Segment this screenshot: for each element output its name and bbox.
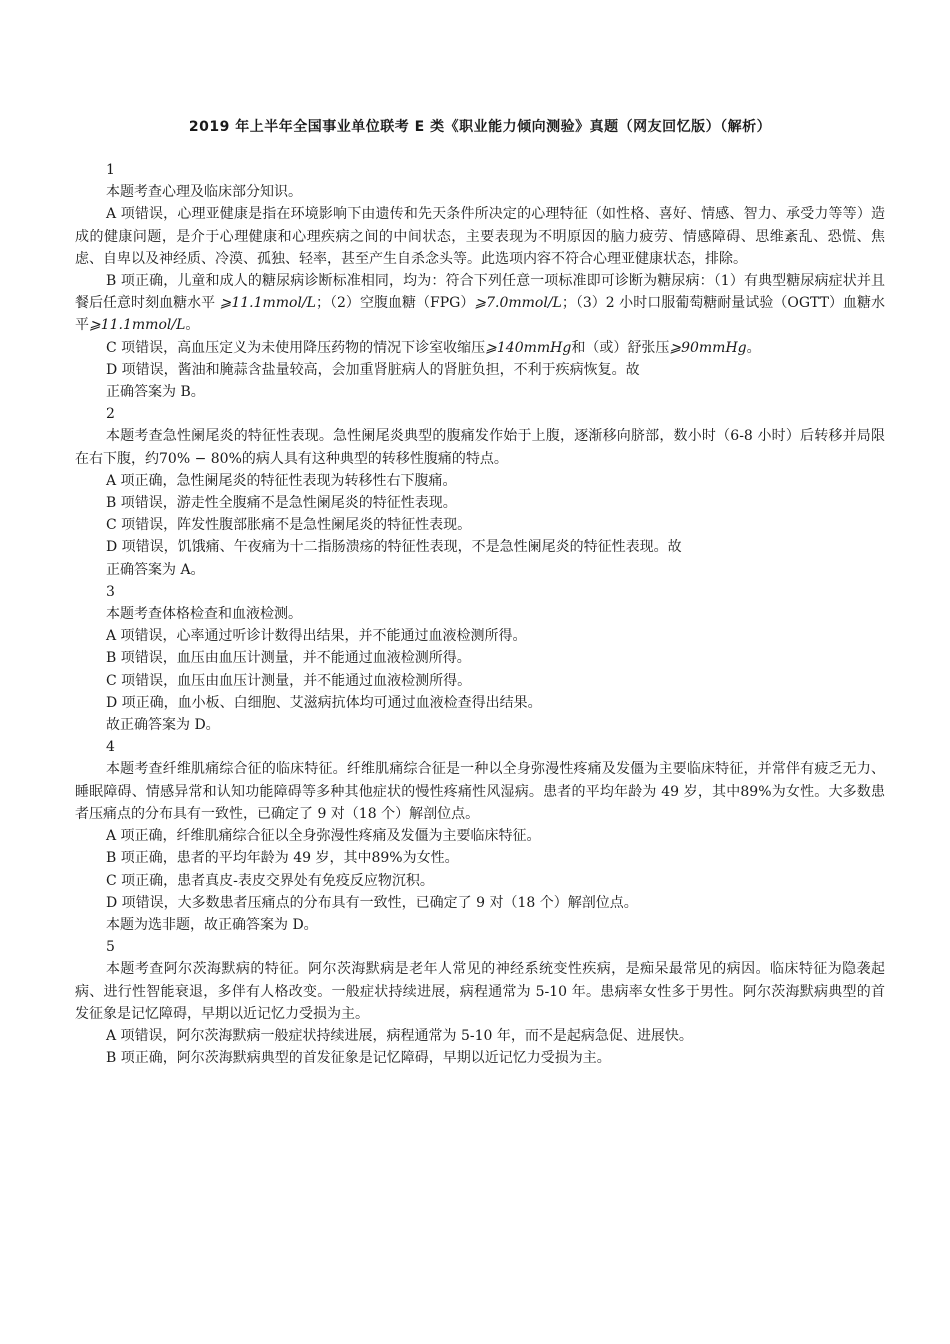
q1-b-formula-2: ⩾7.0mmol/L: [474, 295, 562, 312]
q2-option-d: D 项错误，饥饿痛、午夜痛为十二指肠溃疡的特征性表现，不是急性阑尾炎的特征性表现。故: [106, 539, 682, 556]
q2-option-c: C 项错误，阵发性腹部胀痛不是急性阑尾炎的特征性表现。: [106, 517, 472, 534]
q4-b-text-1: B 项正确，患者的平均年龄为 49 岁，其中: [106, 850, 372, 867]
q4-intro-text-2: 为女性。大多数患者压痛点的分布具有一致性，已确定了 9 对（18 个）解剖位点。: [75, 783, 885, 822]
q1-c-text-3: 。: [746, 339, 761, 356]
q1-c-text-2: 和（或）舒张压: [571, 339, 670, 356]
q4-b-formula: 89%: [371, 850, 403, 867]
document-title: 2019 年上半年全国事业单位联考 E 类《职业能力倾向测验》真题（网友回忆版）（解析）: [188, 119, 772, 135]
q1-option-d: D 项错误，酱油和腌蒜含盐量较高，会加重肾脏病人的肾脏负担，不利于疾病恢复。故: [106, 361, 640, 378]
q2-option-a: A 项正确，急性阑尾炎的特征性表现为转移性右下腹痛。: [106, 472, 457, 489]
q1-b-formula-1: ⩾11.1mmol/L: [215, 295, 316, 312]
q4-answer: 本题为选非题，故正确答案为 D。: [106, 916, 318, 933]
q1-answer: 正确答案为 B。: [106, 384, 205, 401]
q3-intro: 本题考查体格检查和血液检测。: [106, 606, 302, 623]
q3-option-d: D 项正确，血小板、白细胞、艾滋病抗体均可通过血液检查得出结果。: [106, 694, 542, 711]
q5-option-b: B 项正确，阿尔茨海默病典型的首发征象是记忆障碍，早期以近记忆力受损为主。: [106, 1050, 611, 1067]
q1-b-text-4: 。: [185, 317, 200, 334]
q4-option-c: C 项正确，患者真皮-表皮交界处有免疫反应物沉积。: [106, 872, 434, 889]
q1-c-text-1: C 项错误，高血压定义为未使用降压药物的情况下诊室收缩压: [106, 339, 486, 356]
q2-intro-text-1: 本题考查急性阑尾炎的特征性表现。急性阑尾炎典型的腹痛发作始于上腹，逐渐移向脐部，数小时（6-8 小时）后转移并局限在右下腹，约: [75, 428, 885, 467]
q2-answer: 正确答案为 A。: [106, 561, 205, 578]
q1-option-b: [75, 270, 885, 337]
q3-option-c: C 项错误，血压由血压计测量，并不能通过血液检测所得。: [106, 672, 472, 689]
q1-option-a: A 项错误，心理亚健康是指在环境影响下由遗传和先天条件所决定的心理特征（如性格、喜好、情感、智力、承受力等等）造成的健康问题，是介于心理健康和心理疾病之间的中间状态，主要表现为不明原因的脑力疲劳、情感障碍、思维紊乱、恐慌、焦虑、自卑以及神经质、冷漠、孤独、轻率，甚至产生自杀念头等。此选项内容不符合心理亚健康状态，排除。: [75, 206, 885, 267]
q5-option-a: A 项错误，阿尔茨海默病一般症状持续进展，病程通常为 5-10 年，而不是起病急促、进展快。: [106, 1027, 693, 1044]
q4-option-b: [75, 847, 885, 869]
q3-answer: 故正确答案为 D。: [106, 717, 220, 734]
q2-intro-formula: 70% − 80%: [159, 450, 242, 467]
q1-b-text-2: ；（2）空腹血糖（FPG）: [315, 295, 475, 312]
q5-intro: 本题考查阿尔茨海默病的特征。阿尔茨海默病是老年人常见的神经系统变性疾病，是痴呆最常见的病因。临床特征为隐袭起病、进行性智能衰退，多伴有人格改变。一般症状持续进展，病程通常为 5-10 年。患病率女性多于男性。阿尔茨海默病典型的首发征象是记忆障碍，早期以近记忆力受损为主。: [75, 961, 885, 1022]
q1-option-c: [75, 337, 885, 359]
q1-c-formula-1: ⩾140mmHg: [485, 339, 572, 356]
q4-intro-text-1: 本题考查纤维肌痛综合征的临床特征。纤维肌痛综合征是一种以全身弥漫性疼痛及发僵为主要临床特征，并常伴有疲乏无力、睡眠障碍、情感异常和认知功能障碍等多种其他症状的慢性疼痛性风湿病。患者的平均年龄为 49 岁，其中: [75, 761, 885, 800]
q1-b-text-3: ；（3）2 小时口服葡萄糖耐量试验（OGTT）血糖水平: [75, 295, 885, 334]
q2-intro-text-2: 的病人具有这种典型的转移性腹痛的特点。: [241, 450, 508, 467]
q1-c-formula-2: ⩾90mmHg: [669, 339, 747, 356]
q3-option-a: A 项错误，心率通过听诊计数得出结果，并不能通过血液检测所得。: [106, 628, 527, 645]
q2-number: 2: [106, 406, 115, 423]
q1-b-text-1: B 项正确，儿童和成人的糖尿病诊断标准相同，均为：符合下列任意一项标准即可诊断为糖尿病：（1）有典型糖尿病症状并且餐后任意时刻血糖水平: [75, 273, 885, 312]
q1-intro: 本题考查心理及临床部分知识。: [106, 184, 302, 201]
q2-option-b: B 项错误，游走性全腹痛不是急性阑尾炎的特征性表现。: [106, 495, 457, 512]
q3-number: 3: [106, 583, 115, 600]
q4-option-d: D 项错误，大多数患者压痛点的分布具有一致性，已确定了 9 对（18 个）解剖位点。: [106, 894, 638, 911]
q4-option-a: A 项正确，纤维肌痛综合征以全身弥漫性疼痛及发僵为主要临床特征。: [106, 828, 541, 845]
q4-intro-formula: 89%: [740, 783, 772, 800]
q3-option-b: B 项错误，血压由血压计测量，并不能通过血液检测所得。: [106, 650, 471, 667]
q1-number: 1: [106, 162, 115, 178]
q4-b-text-2: 为女性。: [402, 850, 459, 867]
q4-intro: [75, 758, 885, 825]
q5-number: 5: [106, 939, 115, 956]
q4-number: 4: [106, 739, 115, 756]
document-body: [75, 159, 885, 1069]
q2-intro: [75, 425, 885, 469]
q1-b-formula-3: ⩾11.1mmol/L: [89, 317, 186, 334]
